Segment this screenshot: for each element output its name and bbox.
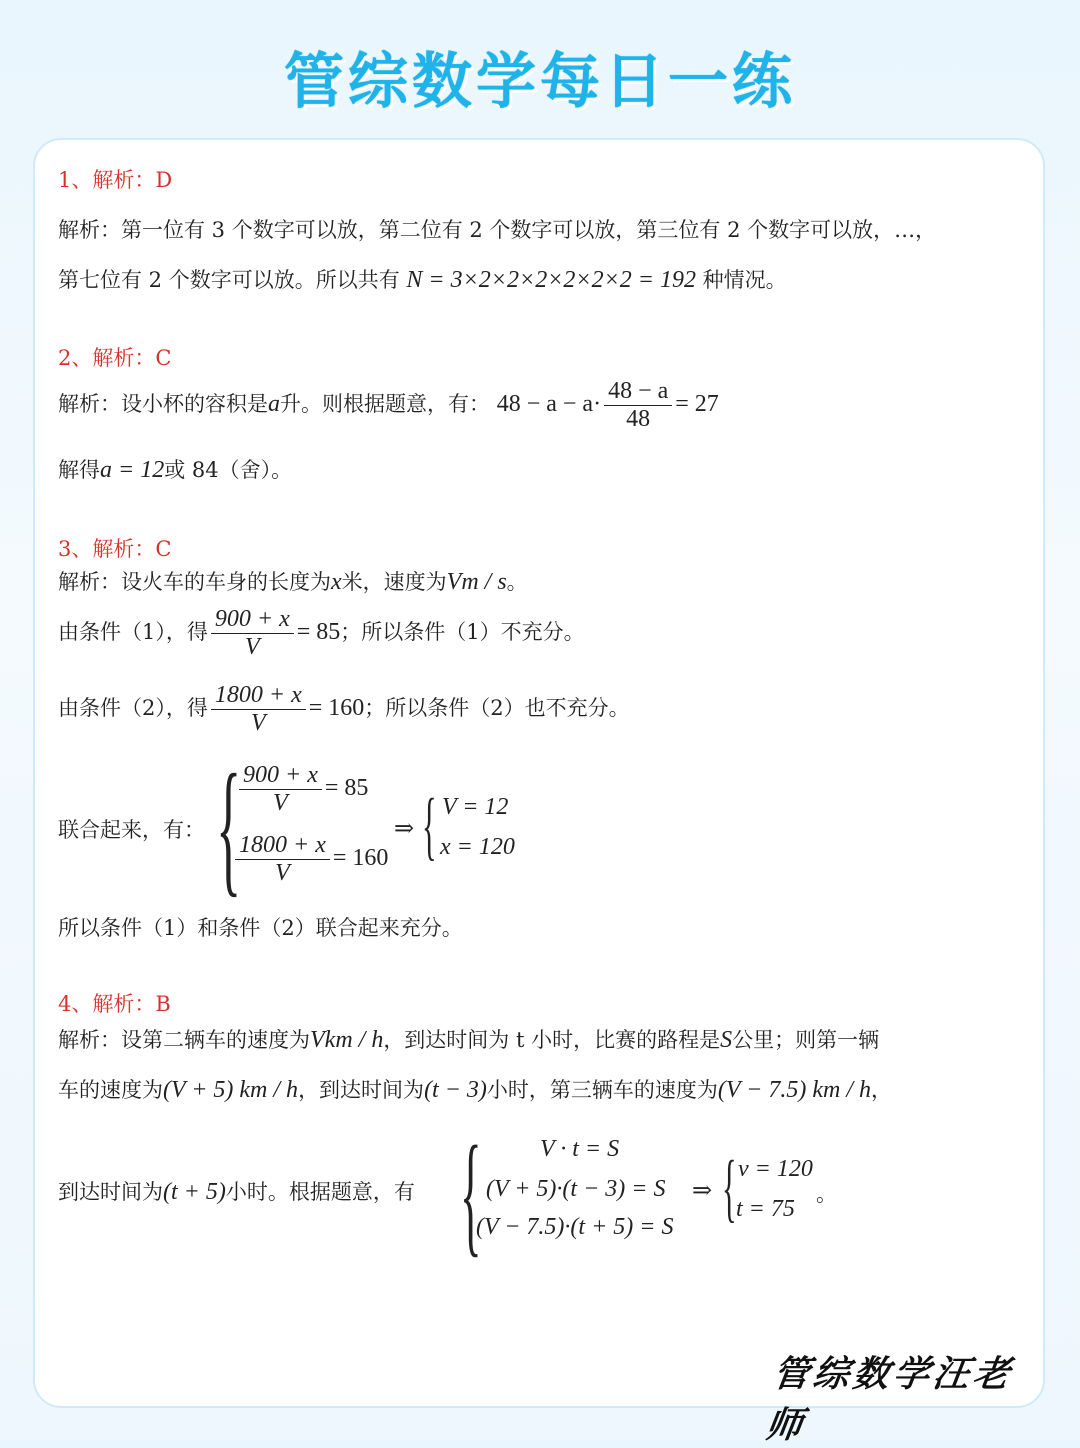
q3-c2-fraction: [211, 682, 306, 737]
q4-l1-unit: Vkm / h: [310, 1027, 384, 1053]
q3-var-x: x: [331, 569, 342, 595]
q3-c2-den: V: [211, 709, 306, 737]
q3-sys-eq1-num: 900 + x: [243, 762, 318, 788]
q4-l3-t3: (t + 5): [163, 1179, 226, 1205]
q3-system-brace: {: [216, 744, 242, 910]
q1-line2-text: 第七位有 2 个数字可以放。所以共有: [58, 268, 400, 292]
q3-joint-label: 联合起来，有：: [58, 818, 205, 842]
q3-sys-eq1: [236, 762, 368, 817]
q1-line2-post: 种情况。: [702, 268, 787, 292]
q3-solution-brace: {: [422, 784, 437, 868]
q4-system-brace: {: [460, 1119, 482, 1269]
q4-l3-mid: 小时。根据题意，有: [225, 1180, 415, 1204]
q3-line1-mid: 米，速度为: [341, 570, 447, 594]
q2-eq-right: = 27: [675, 391, 719, 417]
q3-line1-post: 。: [506, 570, 528, 594]
q3-c1-post: ；所以条件（1）不充分。: [340, 620, 585, 644]
q4-end-mark: 。: [816, 1182, 837, 1206]
q3-c1-eq: = 85: [296, 619, 341, 645]
q2-var-a: a: [268, 391, 280, 417]
q2-line2-pre: 解得: [58, 458, 100, 482]
q4-sys2: (V + 5)·(t − 3) = S: [486, 1176, 666, 1202]
q4-line3: [58, 1176, 415, 1206]
q1-line2: [58, 264, 787, 294]
q3-implies-arrow: ⇒: [394, 816, 415, 842]
q3-sys-eq2-num: 1800 + x: [239, 832, 326, 858]
q4-l1-mid: ，到达时间为 t 小时，比赛的路程是: [383, 1028, 721, 1052]
q3-c1-pre: 由条件（1），得: [58, 620, 208, 644]
q3-c2-num: 1800 + x: [214, 682, 302, 708]
q3-sol2: x = 120: [440, 834, 515, 860]
q3-sys-eq2-den: V: [235, 859, 330, 887]
q2-frac-den: 48: [604, 405, 672, 433]
q4-solution-brace: {: [722, 1146, 737, 1230]
q3-c2-pre: 由条件（2），得: [58, 696, 208, 720]
q4-l3-pre: 到达时间为: [58, 1180, 163, 1204]
q4-implies-arrow: ⇒: [692, 1178, 713, 1204]
q3-line1: [58, 566, 528, 596]
q3-sys-eq1-den: V: [239, 789, 322, 817]
q2-eq-left: 48 − a − a·: [496, 391, 602, 417]
q4-l1-S: S: [720, 1027, 733, 1053]
q3-heading: 3、解析：C: [58, 537, 172, 561]
teacher-signature: 管综数学汪老师: [763, 1354, 1017, 1446]
q4-l2-pre: 车的速度为: [58, 1078, 163, 1102]
q1-heading: 1、解析：D: [58, 168, 173, 192]
q4-sol1: v = 120: [738, 1156, 813, 1182]
q3-c2-post: ；所以条件（2）也不充分。: [364, 696, 630, 720]
q4-sol2: t = 75: [736, 1196, 795, 1222]
q3-condition2: [58, 682, 630, 737]
q2-line1: [58, 378, 719, 433]
q1-formula: N = 3×2×2×2×2×2×2 = 192: [406, 267, 696, 293]
q3-conclusion: 所以条件（1）和条件（2）联合起来充分。: [58, 916, 463, 940]
q3-condition1: [58, 606, 585, 661]
q4-l2-v1: (V + 5) km / h: [163, 1077, 299, 1103]
q4-l2-t1: (t − 3): [424, 1077, 487, 1103]
q3-c2-eq: = 160: [308, 695, 365, 721]
q3-c1-den: V: [211, 633, 294, 661]
q2-line1-mid: 升。则根据题意，有：: [280, 392, 490, 416]
q2-frac-num: 48 − a: [608, 378, 669, 404]
q4-sys1: V · t = S: [540, 1136, 620, 1162]
q3-unit: Vm / s: [446, 569, 507, 595]
q2-heading: 2、解析：C: [58, 346, 172, 370]
page-title: 管综数学每日一练: [284, 47, 796, 117]
q2-line2-post: 或 84（舍）。: [164, 458, 293, 482]
q3-sol1: V = 12: [442, 794, 509, 820]
q4-sys3: (V − 7.5)·(t + 5) = S: [476, 1214, 674, 1240]
q3-sys-eq2-fraction: [235, 832, 330, 887]
q4-line1: [58, 1024, 879, 1054]
q4-l2-v3: (V − 7.5) km / h: [717, 1077, 871, 1103]
q1-line1: 解析：第一位有 3 个数字可以放，第二位有 2 个数字可以放，第三位有 2 个数字可以放，…，: [58, 218, 937, 242]
q4-l2-mid2: 小时，第三辆车的速度为: [486, 1078, 718, 1102]
q4-l1-pre: 解析：设第二辆车的速度为: [58, 1028, 310, 1052]
q2-fraction: [604, 378, 672, 433]
q3-sys-eq2: [232, 832, 388, 887]
q2-line2: [58, 454, 292, 484]
q3-sys-eq1-rhs: = 85: [324, 775, 369, 802]
q3-sys-eq2-rhs: = 160: [332, 845, 389, 872]
q4-line2: [58, 1074, 892, 1104]
q3-c1-fraction: [211, 606, 294, 661]
q3-line1-pre: 解析：设火车的车身的长度为: [58, 570, 331, 594]
q2-solution: a = 12: [100, 457, 165, 483]
q2-line1-pre: 解析：设小杯的容积是: [58, 392, 268, 416]
q3-c1-num: 900 + x: [214, 606, 290, 632]
q4-heading: 4、解析：B: [58, 992, 171, 1016]
q4-l2-post: ，: [870, 1078, 892, 1102]
q3-sys-eq1-fraction: [239, 762, 322, 817]
q4-l1-post: 公里；则第一辆: [732, 1028, 880, 1052]
q4-l2-mid: ，到达时间为: [298, 1078, 425, 1102]
